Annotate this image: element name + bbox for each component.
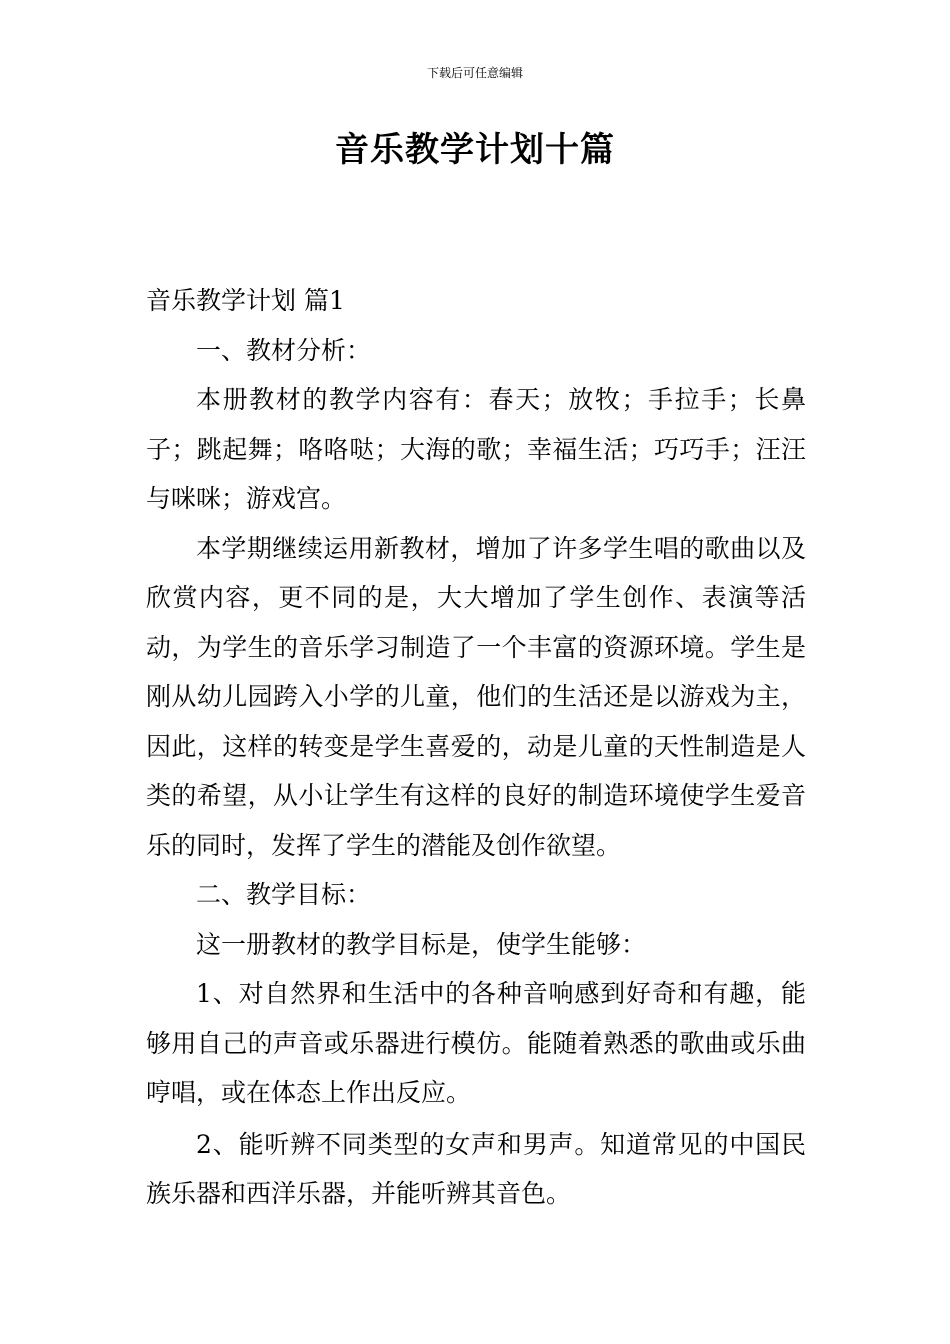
paragraph-goals-intro: 这一册教材的教学目标是，使学生能够： xyxy=(196,929,647,959)
section-heading: 音乐教学计划 篇1 xyxy=(146,286,345,315)
paragraph-semester-overview: 本学期继续运用新教材，增加了许多学生唱的歌曲以及欣赏内容，更不同的是，大大增加了学生创作、表演等活动，为学生的音乐学习制造了一个丰富的资源环境。学生是刚从幼儿园跨入小学的儿童，他们的生活还是以游戏为主，因此，这样的转变是学生喜爱的，动是儿童的天性制造是人类的希望，从小让学生有这样的良好的制造环境使学生爱音乐的同时，发挥了学生的潜能及创作欲望。 xyxy=(146,533,806,860)
paragraph-goal-1: 1、对自然界和生活中的各种音响感到好奇和有趣，能够用自己的声音或乐器进行模仿。能随着熟悉的歌曲或乐曲哼唱，或在体态上作出反应。 xyxy=(146,979,806,1107)
heading-teaching-goals: 二、教学目标： xyxy=(196,880,372,909)
page-header-note: 下载后可任意编辑 xyxy=(426,66,523,80)
document-title: 音乐教学计划十篇 xyxy=(335,130,615,170)
paragraph-teaching-content: 本册教材的教学内容有：春天；放牧；手拉手；长鼻子；跳起舞；咯咯哒；大海的歌；幸福生活；巧巧手；汪汪与咪咪；游戏宫。 xyxy=(146,385,806,513)
heading-textbook-analysis: 一、教材分析： xyxy=(196,335,372,365)
paragraph-goal-2: 2、能听辨不同类型的女声和男声。知道常见的中国民族乐器和西洋乐器，并能听辨其音色。 xyxy=(146,1129,806,1208)
document-body xyxy=(146,276,806,1219)
